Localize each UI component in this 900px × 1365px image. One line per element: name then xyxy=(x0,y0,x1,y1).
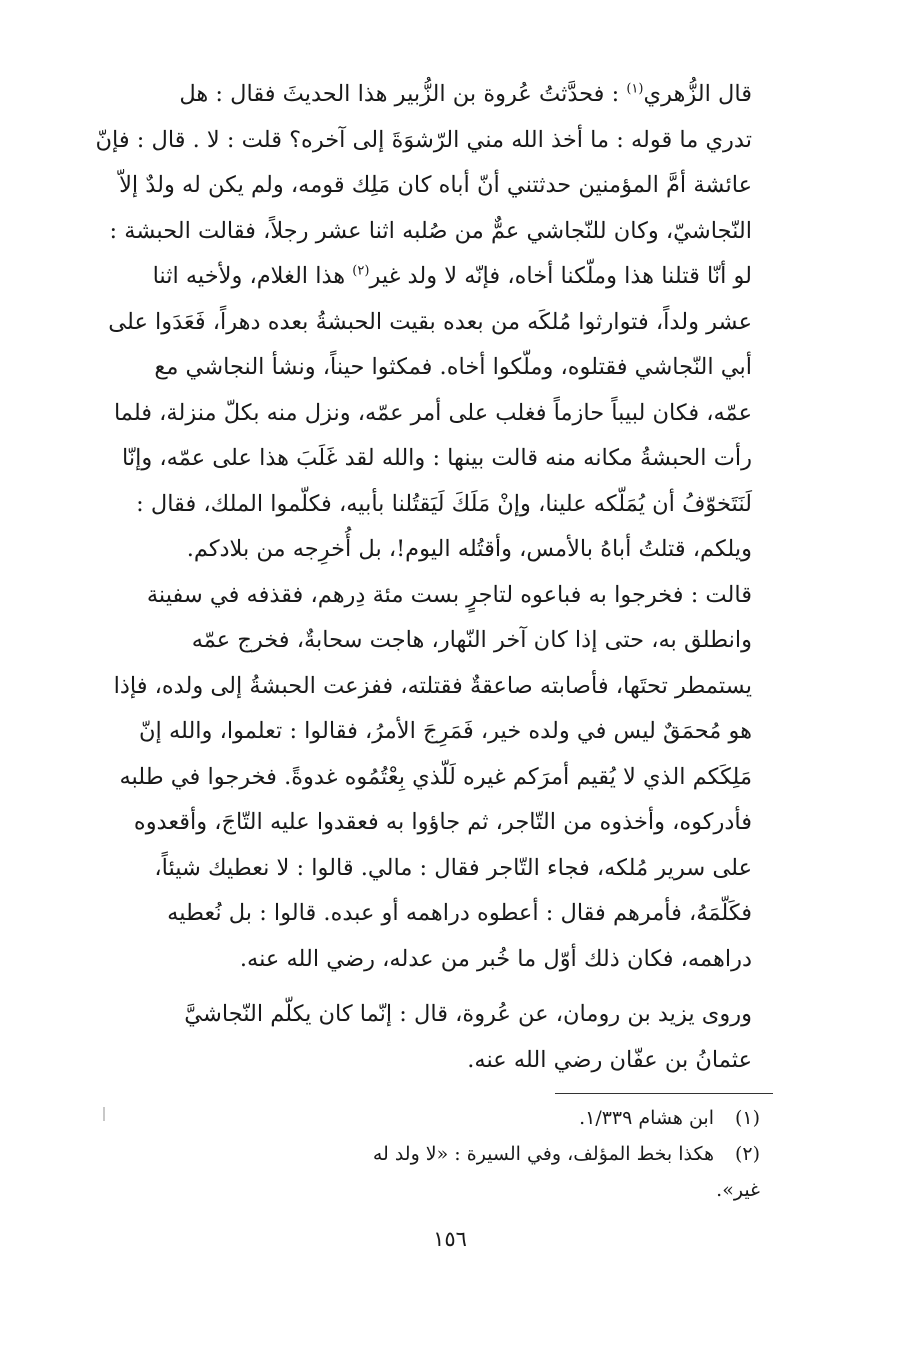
text-line: وروى يزيد بن رومان، عن عُروة، قال : إنّما كان يكلّم النّجاشيَّ xyxy=(184,1001,752,1027)
text-line: ويلكم، قتلتُ أباهُ بالأمس، وأقتُله اليوم!، بل أُخرِجه من بلادكم. xyxy=(186,536,752,562)
text-line xyxy=(100,72,752,118)
main-text xyxy=(95,72,780,1083)
text-segment: هذا الغلام، ولأخيه اثنا xyxy=(152,263,353,289)
text-line: فكَلّمَهُ، فأمرهم فقال : أعطوه دراهمه أو عبده. قالوا : بل نُعطيه xyxy=(167,900,752,926)
text-line: هو مُحمَقٌ ليس في ولده خير، فَمَرِجَ الأمرُ، فقالوا : تعلموا، والله إنّ xyxy=(139,718,752,744)
footnote-ref-2[interactable]: (٢) xyxy=(352,263,370,279)
paragraph-2 xyxy=(100,992,780,1083)
text-line: تدري ما قوله : ما أخذ الله مني الرّشوَةَ إلى آخره؟ قلت : لا . قال : فإنّ xyxy=(95,126,752,153)
text-line: وانطلق به، حتى إذا كان آخر النّهار، هاجت سحابةٌ، فخرج عمّه xyxy=(191,627,752,653)
text-line: عثمانُ بن عفّان رضي الله عنه. xyxy=(467,1046,752,1073)
footnote-ref-1[interactable]: (١) xyxy=(626,81,644,97)
text-line xyxy=(100,254,752,300)
text-line: عائشة أمَّ المؤمنين حدثتني أنّ أباه كان مَلِك قومه، ولم يكن له ولدٌ إلاّ xyxy=(119,172,752,198)
footnote-1 xyxy=(340,1100,760,1136)
paragraph-1 xyxy=(95,72,780,982)
text-line: عشر ولداً، فتوارثوا مُلكَه من بعده بقيت الحبشةُ بعده دهراً، فَعَدَوا على xyxy=(108,308,752,335)
text-line: عمّه، فكان لبيباً حازماً فغلب على أمر عمّه، ونزل منه بكلّ منزلة، فلما xyxy=(113,399,752,426)
footnote-number: (١) xyxy=(734,1107,760,1129)
footnote-text: هكذا بخط المؤلف، وفي السيرة : «لا ولد له غير». xyxy=(372,1143,760,1201)
text-segment: : فحدَّثتُ عُروة بن الزُّبير هذا الحديثَ فقال : هل xyxy=(179,81,627,107)
text-line: رأت الحبشةُ مكانه منه قالت بينها : والله لقد غَلَبَ هذا على عمّه، وإنّا xyxy=(122,445,752,471)
text-line: دراهمه، فكان ذلك أوّل ما خُبر من عدله، رضي الله عنه. xyxy=(239,945,752,972)
text-line: أبي النّجاشي فقتلوه، وملّكوا أخاه. فمكثوا حيناً، ونشأ النجاشي مع xyxy=(154,354,752,380)
page-number: ١٥٦ xyxy=(433,1227,467,1251)
text-line: فأدركوه، وأخذوه من التّاجر، ثم جاؤوا به فعقدوا عليه التّاجَ، وأقعدوه xyxy=(133,809,752,835)
footnote-2 xyxy=(340,1136,760,1208)
footnotes xyxy=(340,1100,760,1208)
scan-mark xyxy=(103,1107,105,1121)
text-line: على سرير مُلكه، فجاء التّاجر فقال : مالي. قالوا : لا نعطيك شيئاً، xyxy=(154,854,752,881)
text-segment: قال الزُّهري xyxy=(643,81,752,107)
text-line: لَنَتَخوّفُ أن يُمَلّكه علينا، وإنْ مَلَكَ لَيَقتُلنا بأبيه، فكلّموا الملك، فقال : xyxy=(136,490,752,517)
text-segment: لو أنّا قتلنا هذا وملّكنا أخاه، فإنّه لا ولد غير xyxy=(369,263,752,289)
footnote-number: (٢) xyxy=(734,1143,760,1165)
footnote-separator xyxy=(555,1093,773,1094)
text-line: يستمطر تحتَها، فأصابته صاعقةٌ فقتلته، ففزعت الحبشةُ إلى ولده، فإذا xyxy=(113,672,752,699)
text-line: النّجاشيّ، وكان للنّجاشي عمٌّ من صُلبه اثنا عشر رجلاً، فقالت الحبشة : xyxy=(109,217,752,244)
text-line: مَلِكَكم الذي لا يُقيم أمرَكم غيره لَلّذي بِعْتُمُوه غدوةً. فخرجوا في طلبه xyxy=(119,763,752,790)
text-line: قالت : فخرجوا به فباعوه لتاجرٍ بست مئة دِرهم، فقذفه في سفينة xyxy=(146,581,752,608)
footnote-text: ابن هشام ١/٣٣٩. xyxy=(579,1107,714,1129)
